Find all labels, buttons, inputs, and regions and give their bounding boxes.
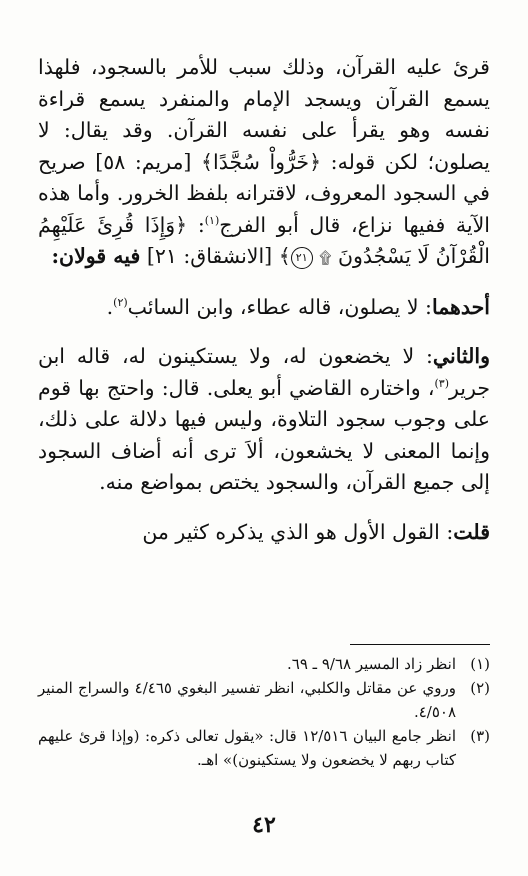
footnote-2-number: (٢)	[470, 679, 490, 697]
page-number: ٤٢	[252, 812, 276, 838]
paragraph-gap	[38, 499, 490, 517]
paragraph-1-text-a: قرئ عليه القرآن، وذلك سبب للأمر بالسجود، فلهذا يسمع القرآن ويسجد الإمام والمنفرد يسمع قراءة نفسه وهو يقرأ على نفسه القرآن. وقد يقال: لا يصلون؛ لكن قوله: ﴿خَرُّواْ سُجَّدًا﴾ [مريم: ٥٨] صريح في السجود المعروف، لاقترانه بلفظ الخرور. وأما هذه الآية ففيها نزاع، قال أبو الفرج	[38, 55, 490, 237]
footnote-separator	[350, 644, 490, 645]
footnote-2	[38, 676, 490, 724]
footnote-1	[38, 652, 490, 676]
paragraph-3-lead: والثاني	[432, 344, 490, 368]
paragraph-3-text-a: : لا يخضعون له، ولا يستكينون له، قاله ابن جرير	[38, 344, 490, 400]
footnote-ref-3: (٣)	[434, 376, 449, 390]
paragraph-3-text-b: ، واختاره القاضي أبو يعلى. قال: واحتج بها قوم على وجوب سجود التلاوة، وليس فيها دلالة على ذلك، وإنما المعنى لا يخشعون، ألاَ ترى أنه أضاف السجود إلى جميع القرآن، والسجود يختص بمواضع منه.	[38, 375, 490, 494]
footnote-3-text: انظر جامع البيان ١٢/٥١٦ قال: «يقول تعالى ذكره: (وإذا قرئ عليهم كتاب ربهم لا يخضعون ولا يستكينون)» اهـ.	[38, 727, 456, 769]
paragraph-1-text-b: : ﴿وَإِذَا قُرِئَ عَلَيْهِمُ الْقُرْآنُ لَا يَسْجُدُونَ	[38, 212, 490, 268]
footnote-1-number: (١)	[470, 655, 490, 673]
footnotes	[38, 652, 490, 772]
paragraph-2-lead: أحدهما	[431, 294, 490, 319]
footnote-3-number: (٣)	[470, 727, 490, 745]
paragraph-4	[38, 517, 490, 549]
footnote-2-text: وروي عن مقاتل والكلبي، انظر تفسير البغوي ٤/٤٦٥ والسراج المنير ٤/٥٠٨.	[38, 679, 457, 721]
paragraph-1-bold-end: فيه قولان:	[51, 244, 141, 268]
paragraph-1	[38, 52, 490, 274]
paragraph-2	[38, 292, 490, 324]
main-text	[38, 52, 490, 548]
paragraph-gap	[38, 274, 490, 292]
paragraph-2-text: : لا يصلون، قاله عطاء، وابن السائب	[127, 294, 432, 319]
footnote-ref-1: (١)	[204, 213, 220, 227]
paragraph-2-end: .	[106, 294, 114, 319]
footnote-1-text: انظر زاد المسير ٩/٦٨ ـ ٦٩.	[287, 655, 456, 673]
paragraph-1-text-c: ﴾ [الانشقاق: ٢١]	[146, 244, 291, 268]
paragraph-gap	[38, 323, 490, 341]
ayah-number-icon: ٢١	[291, 247, 313, 269]
footnote-3	[38, 724, 490, 772]
footnote-ref-2: (٢)	[113, 295, 128, 309]
sajda-icon: ۩	[319, 248, 332, 267]
paragraph-4-lead: قلت	[453, 519, 490, 544]
paragraph-4-text: : القول الأول هو الذي يذكره كثير من	[142, 519, 454, 544]
paragraph-3	[38, 341, 490, 499]
